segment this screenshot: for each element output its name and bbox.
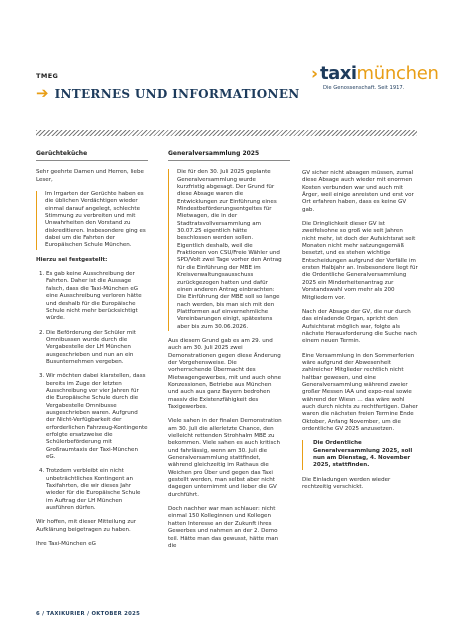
- taxi-muenchen-logo: [311, 63, 439, 91]
- body-paragraph: Viele sahen in der finalen Demonstration am 30. Juli die allerletzte Chance, den vielleicht rettenden Strohhalm MBE zu bekommen. Viele sahen es auch kritisch und fahrlässig, wenn am 30. Juli die Generalversammlung stattfindet, während gleichzeitig im Rathaus die Weichen pro Über und gegen das Taxi gestellt werden, man selbst aber nicht dagegen unternimmt und lieber die GV durchführt.: [168, 418, 282, 498]
- logo-wordmark: [311, 63, 439, 84]
- page-footer: 6 / TAXIKURIER / OKTOBER 2025: [36, 611, 141, 617]
- closing-paragraph: Wir hoffen, mit dieser Mitteilung zur Aufklärung beigetragen zu haben.: [36, 519, 137, 533]
- body-paragraph: Nach der Absage der GV, die nur durch das einladende Organ, spricht den Aufsichtsrat möglich war, folgte als nächste Herausforderung die Suche nach einem neuen Termin.: [302, 308, 417, 345]
- body-paragraph: Die für den 30. Juli 2025 geplante Generalversammlung wurde kurzfristig abgesagt. Der Grund für diese Absage waren die Entwicklungen zur Einführung eines Mindestbeförderungsentgeltes für Mietwagen, die in der Stadtratsvollversammlung am 30.07.25 eigentlich hätte beschlossen werden sollen. Eigentlich deshalb, weil die Fraktionen von CSU/Freie Wähler und SPD/Volt zwei Tage vorher den Antrag für die Einführung der MBE im Kreisverwaltungsausschuss zurückgezogen hatten und dafür einen anderen Antrag einbrachten: Die Einführung der MBE soll so lange nach werden, bis man sich mit den Plattformen auf einvernehmliche Vereinbarungen einigt, spätestens aber bis zum 30.06.2026.: [168, 169, 282, 331]
- body-paragraph: Die Einladungen werden wieder rechtzeitig verschickt.: [302, 476, 391, 491]
- intro-paragraph: Im Irrgarten der Gerüchte haben es die üblichen Verdächtigen wieder einmal darauf angelegt, schlechte Stimmung zu verbreiten und mit Unwahrheiten den Vorstand zu diskreditieren. Insbesondere ging es dabei um die Fahrten der Europäischen Schule München.: [36, 191, 148, 250]
- list-item: 1. Es gab keine Ausschreibung der Fahrten. Daher ist die Aussage falsch, dass die Taxi-München eG eine Ausschreibung verloren hätte und deshalb für die Europäische Schule nicht mehr berücksichtigt würde.: [46, 271, 148, 322]
- logo-word-muenchen: münchen: [356, 63, 439, 84]
- arrow-right-icon: ➔: [36, 84, 49, 102]
- logo-tagline: Die Genossenschaft. Seit 1917.: [323, 85, 405, 91]
- column-geruechtekueche: [36, 150, 148, 555]
- list-item: 2. Die Beförderung der Schüler mit Omnibussen wurde durch die Vergabestelle der LH München ausgeschrieben und nun an ein Busunternehmen vergeben.: [46, 330, 148, 367]
- body-paragraph: GV sicher nicht absagen müssen, zumal diese Absage auch wieder mit enormen Kosten verbunden war und auch mit Ärger, weil einige anreisten und erst vor Ort erfahren haben, dass es keine GV gab.: [302, 170, 414, 213]
- body-paragraph: Eine Versammlung in den Sommerferien wäre aufgrund der Abwesenheit zahlreicher Mitglieder rechtlich nicht haltbar gewesen, und eine Generalversammlung während zweier großer Messen IAA und expo-real sowie während der Wiesn … das wäre wohl auch durch nichts zu rechtfertigen. Daher waren die nächsten freien Termine Ende Oktober, Anfang November, um die ordentliche GV 2025 anzusetzen.: [302, 352, 418, 432]
- signature: Ihre Taxi-München eG: [36, 541, 96, 548]
- column-heading: Generalversammlung 2025: [168, 150, 290, 161]
- column-generalversammlung: [168, 150, 282, 557]
- body-paragraph: Doch nachher war man schlauer: nicht einmal 150 Kolleginnen und Kollegen hatten Interesse an der Zukunft ihres Gewerbes und nahmen an der 2. Demo teil. Hätte man das gewusst, hätte man die: [168, 506, 279, 549]
- section-title-text: INTERNES UND INFORMATIONEN: [54, 86, 300, 101]
- hatched-divider: [36, 130, 417, 136]
- section-title: [36, 86, 300, 101]
- body-paragraph: Die Dringlichkeit dieser GV ist zweifelsohne so groß wie seit Jahren nicht mehr, ist doch der Aufsichtsrat seit Monaten nicht mehr satzungsgemäß besetzt, und es stehen wichtige Entscheidungen aufgrund der Vorfälle im ersten Halbjahr an. Insbesondere liegt für die Ordentliche Generalversammlung 2025 ein Minderheitenantrag zur Vorstandswahl vom mehr als 200 Mitgliedern vor.: [302, 221, 418, 301]
- chevron-right-icon: ›: [311, 64, 319, 84]
- statement-heading: Hierzu sei festgestellt:: [36, 256, 108, 263]
- section-kicker: TMEG: [36, 72, 59, 80]
- column-heading: Gerüchteküche: [36, 150, 148, 161]
- statement-list: [36, 271, 148, 512]
- list-item: 3. Wir möchten dabei klarstellen, dass bereits im Zuge der letzten Ausschreibung vor vier Jahren für die Europäische Schule durch die Vergabestelle Omnibusse ausgeschrieben waren. Aufgrund der Nicht-Verfügbarkeit der erforderlichen Fahrzeug-Kontingente erfolgte ersatzweise die Schülerbeförderung mit Großraumtaxis der Taxi-München eG.: [46, 373, 148, 461]
- logo-word-taxi: taxi: [320, 63, 357, 84]
- column-generalversammlung-continued: [302, 170, 418, 498]
- meeting-date-callout: Die Ordentliche Generalversammlung 2025, soll nun am Dienstag, 4. November 2025, stattfinden.: [302, 440, 418, 469]
- body-paragraph: Aus diesem Grund gab es am 29. und auch am 30. Juli 2025 zwei Demonstrationen gegen diese Änderung der Vorgehensweise. Die vorherrschende Übermacht des Mietwagengewerbes, mit und auch ohne Konzessionen, Betriebe aus München und auch aus ganz Bayern bedrohen massiv die Existenzfähigkeit des Taxigewerbes.: [168, 337, 282, 410]
- list-item: 4. Trotzdem verbleibt ein nicht unbeträchtliches Kontingent an Taxifahrten, die wir dieses Jahr wieder für die Europäische Schule im Auftrag der LH München ausführen dürfen.: [46, 468, 148, 512]
- salutation: Sehr geehrte Damen und Herren, liebe Leser,: [36, 169, 144, 183]
